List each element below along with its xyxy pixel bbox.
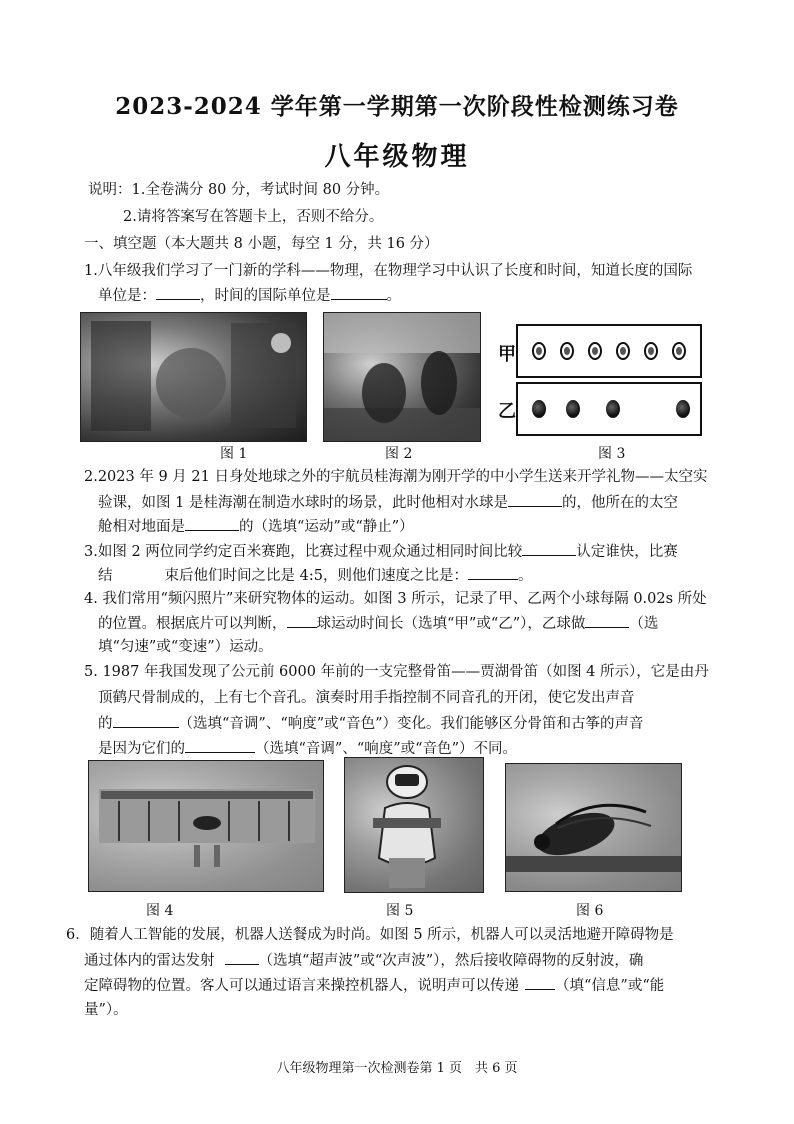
q5-text-b: （选填“音调”、“响度”或“音色”）变化。我们能够区分骨笛和古筝的声音 xyxy=(178,716,644,732)
figure-2-race-photo xyxy=(323,312,481,442)
figure-4-bone-flute-photo xyxy=(88,760,324,892)
q3-line-1 xyxy=(84,541,678,562)
q2-line-3 xyxy=(98,516,414,537)
figure-3-caption: 图 3 xyxy=(598,446,626,462)
q6-text-d: （填“信息”或“能 xyxy=(555,978,665,994)
figure-5-robot-photo xyxy=(344,757,484,893)
q3-blank-2[interactable] xyxy=(468,565,518,580)
ball-jia-1 xyxy=(532,342,546,360)
q3-text-c: 结 xyxy=(98,568,113,584)
q4-line-3: 填“匀速”或“变速”）运动。 xyxy=(98,639,273,655)
q3-blank-1[interactable] xyxy=(522,541,576,556)
q2-line-1: 2.2023 年 9 月 21 日身处地球之外的宇航员桂海潮为刚开学的中小学生送来开学礼物——太空实 xyxy=(84,469,708,485)
q4-blank-2[interactable] xyxy=(585,613,629,628)
page-footer: 八年级物理第一次检测卷第 1 页 共 6 页 xyxy=(276,1061,518,1076)
ball-jia-2 xyxy=(560,342,574,360)
q1-line-2 xyxy=(98,285,401,306)
q2-text-a: 验课，如图 1 是桂海潮在制造水球时的场景，此时他相对水球是 xyxy=(98,495,508,511)
ball-jia-3 xyxy=(588,342,602,360)
q5-blank-2[interactable] xyxy=(185,738,255,753)
q4-text-b: 球运动时间长（选填“甲”或“乙”），乙球做 xyxy=(316,616,586,632)
q6-line-4: 量”）。 xyxy=(84,1002,128,1018)
q3-text-b: 认定谁快，比赛 xyxy=(576,544,678,560)
q5-blank-1[interactable] xyxy=(113,713,179,728)
ball-yi-1 xyxy=(532,400,546,418)
q5-text-d: （选填“音调”、“响度”或“音色”）不同。 xyxy=(255,741,517,757)
q6-blank-2[interactable] xyxy=(525,975,555,990)
q2-text-b: 的，他所在的太空 xyxy=(561,495,678,511)
q3-text-e: 。 xyxy=(517,568,533,584)
exam-subject: 八年级物理 xyxy=(324,142,470,172)
ball-yi-4 xyxy=(676,400,690,418)
figure-6-caption: 图 6 xyxy=(576,903,604,919)
figure-3-strip-jia xyxy=(516,324,702,378)
figure-3-label-jia: 甲 xyxy=(498,344,516,365)
exam-title: 2023-2024 学年第一学期第一次阶段性检测练习卷 xyxy=(115,93,679,120)
notes-item-1: 1.全卷满分 80 分，考试时间 80 分钟。 xyxy=(131,182,390,198)
q1-text-b: ，时间的国际单位是 xyxy=(200,288,331,304)
q6-text-b: （选填“超声波”或“次声波”），然后接收障碍物的反射波，确 xyxy=(258,953,644,969)
figure-6-cicada-photo xyxy=(505,763,682,892)
q4-blank-1[interactable] xyxy=(287,613,317,628)
q5-text-a: 的 xyxy=(98,716,113,732)
q3-line-2 xyxy=(98,565,532,586)
notes-label: 说明： xyxy=(88,182,132,198)
figure-1-illustration xyxy=(81,313,307,442)
ball-jia-4 xyxy=(616,342,630,360)
q1-blank-length-unit[interactable] xyxy=(156,285,200,300)
ball-yi-2 xyxy=(566,400,580,418)
q4-text-c: （选 xyxy=(629,616,659,632)
q5-text-c: 是因为它们的 xyxy=(98,741,185,757)
q2-line-2 xyxy=(98,492,678,513)
q3-text-d: 束后他们时间之比是 4:5，则他们速度之比是： xyxy=(164,568,468,584)
q2-text-d: 的（选填“运动”或“静止”） xyxy=(239,519,414,535)
q2-blank-1[interactable] xyxy=(508,492,562,507)
q1-text-c: 。 xyxy=(386,288,401,304)
q6-text-c: 定障碍物的位置。客人可以通过语言来操控机器人，说明声可以传递 xyxy=(84,978,519,994)
q6-line-1: 6．随着人工智能的发展，机器人送餐成为时尚。如图 5 所示，机器人可以灵活地避开障碍物是 xyxy=(66,927,674,943)
q5-line-1: 5. 1987 年我国发现了公元前 6000 年前的一支完整骨笛——贾湖骨笛（如图 4 所示），它是由丹 xyxy=(84,664,709,680)
q5-line-4 xyxy=(98,738,517,759)
q2-text-c: 舱相对地面是 xyxy=(98,519,185,535)
q6-line-2 xyxy=(84,950,643,971)
figure-3-label-yi: 乙 xyxy=(498,401,516,422)
ball-jia-6 xyxy=(672,342,686,360)
figure-3-strip-yi xyxy=(516,382,702,436)
figure-2-illustration xyxy=(324,313,481,442)
figure-6-illustration xyxy=(506,764,682,892)
figure-1-caption: 图 1 xyxy=(220,446,248,462)
figure-2-caption: 图 2 xyxy=(385,446,413,462)
ball-yi-3 xyxy=(606,400,620,418)
ball-jia-5 xyxy=(644,342,658,360)
q4-text-a: 的位置。根据底片可以判断， xyxy=(98,616,287,632)
q2-blank-2[interactable] xyxy=(185,516,239,531)
notes-item-2: 2.请将答案写在答题卡上，否则不给分。 xyxy=(123,209,384,225)
q4-line-1: 4. 我们常用“频闪照片”来研究物体的运动。如图 3 所示，记录了甲、乙两个小球每隔 0.02s 所处 xyxy=(84,591,707,607)
q4-line-2 xyxy=(98,613,658,634)
q3-text-a: 3.如图 2 两位同学约定百米赛跑，比赛过程中观众通过相同时间比较 xyxy=(84,544,523,560)
q5-line-2: 顶鹤尺骨制成的，上有七个音孔。演奏时用手指控制不同音孔的开闭，使它发出声音 xyxy=(98,690,635,706)
q1-line-1: 1.八年级我们学习了一门新的学科——物理，在物理学习中认识了长度和时间，知道长度的国际 xyxy=(84,263,693,279)
figure-5-caption: 图 5 xyxy=(386,903,414,919)
figure-1-space-station-photo xyxy=(80,312,307,442)
figure-4-caption: 图 4 xyxy=(146,903,174,919)
q1-text-a: 单位是： xyxy=(98,288,156,304)
q6-line-3 xyxy=(84,975,664,996)
section-heading: 一、填空题（本大题共 8 小题，每空 1 分，共 16 分） xyxy=(84,236,439,252)
figure-4-illustration xyxy=(89,761,324,892)
notes-line-1 xyxy=(88,180,389,200)
q6-blank-1[interactable] xyxy=(225,950,259,965)
q1-blank-time-unit[interactable] xyxy=(331,285,387,300)
figure-5-illustration xyxy=(345,758,484,893)
q5-line-3 xyxy=(98,713,643,734)
q6-text-a: 通过体内的雷达发射 xyxy=(84,953,215,969)
